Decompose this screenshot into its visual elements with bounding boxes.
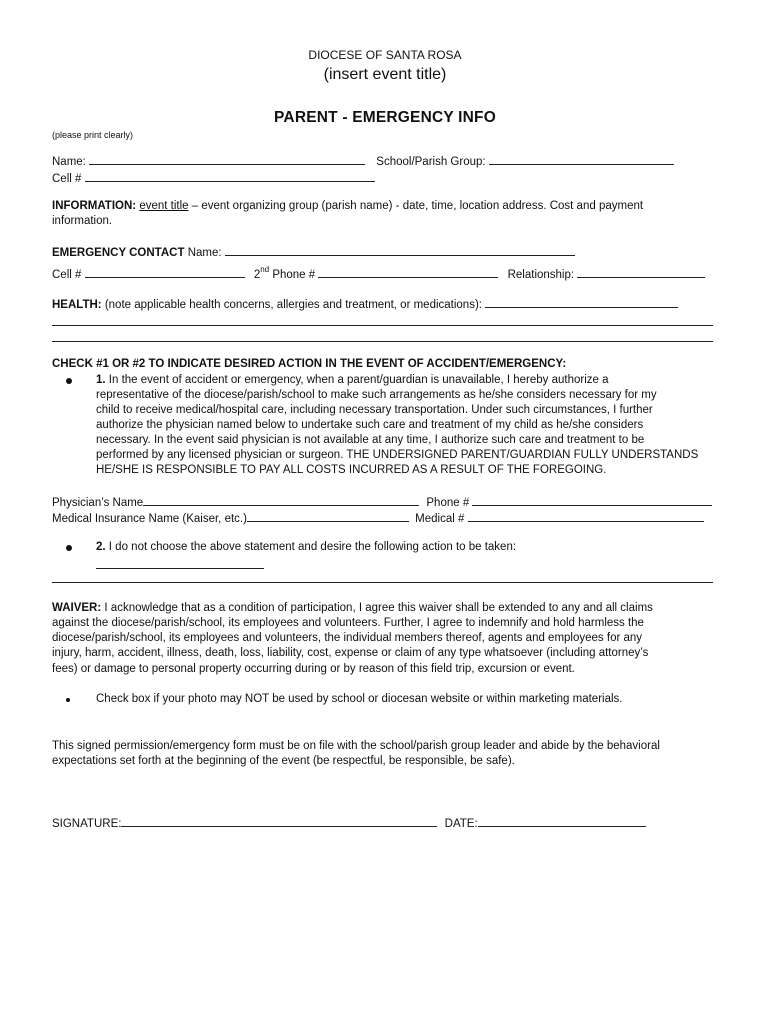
- waiver-line-3: diocese/parish/school, its employees and volunteers, the individual members thereof, agents and employees for any: [52, 632, 643, 644]
- waiver-line-1: [52, 601, 653, 616]
- option-1-number: 1.: [96, 374, 106, 386]
- footer-note-line-1: This signed permission/emergency form must be on file with the school/parish group leader and abide by the behavioral: [52, 740, 660, 752]
- option-2-action-field[interactable]: [96, 568, 264, 569]
- cell-row: [52, 170, 375, 187]
- emergency-contact-label: EMERGENCY CONTACT: [52, 247, 185, 259]
- physician-phone-field[interactable]: [472, 494, 712, 506]
- health-field[interactable]: [485, 296, 678, 308]
- date-label: DATE:: [444, 818, 478, 830]
- health-line-2[interactable]: [52, 325, 713, 326]
- insurance-label: Medical Insurance Name (Kaiser, etc.): [52, 513, 247, 525]
- emergency-phone-label: Phone #: [272, 269, 316, 281]
- name-label: Name:: [52, 156, 86, 168]
- physician-label: Physician’s Name: [52, 497, 144, 509]
- option-2-text: I do not choose the above statement and desire the following action to be taken:: [108, 541, 517, 553]
- cell-label: Cell #: [52, 173, 82, 185]
- physician-phone-label: Phone #: [426, 497, 470, 509]
- option-1-line-1: [96, 373, 609, 388]
- option-2-number: 2.: [96, 541, 106, 553]
- emergency-cell-field[interactable]: [85, 266, 245, 278]
- emergency-name-field[interactable]: [225, 244, 575, 256]
- signature-field[interactable]: [121, 815, 437, 827]
- date-field[interactable]: [478, 815, 646, 827]
- signature-row: [52, 815, 646, 832]
- signature-label: SIGNATURE:: [52, 818, 122, 830]
- insurance-field[interactable]: [247, 510, 409, 522]
- information-text-2: information.: [52, 215, 113, 227]
- option-1-line-5: necessary. In the event said physician is not available at any time, I authorize such care and treatment to be: [96, 434, 645, 446]
- information-line: [52, 199, 643, 214]
- physician-field[interactable]: [143, 494, 419, 506]
- waiver-line-2: against the diocese/parish/school, its employees and volunteers. Further, I agree to indemnify and hold harmless the: [52, 617, 644, 629]
- diocese-name: DIOCESE OF SANTA ROSA: [308, 48, 462, 62]
- print-clearly-note: (please print clearly): [52, 130, 134, 140]
- option-1-line-7: HE/SHE IS RESPONSIBLE TO PAY ALL COSTS INCURRED AS A RESULT OF THE FOREGOING.: [96, 464, 607, 476]
- health-label: HEALTH:: [52, 299, 102, 311]
- cell-field[interactable]: [85, 170, 375, 182]
- option-2-bullet[interactable]: [66, 545, 72, 551]
- health-line-3[interactable]: [52, 341, 713, 342]
- option-1-bullet[interactable]: [66, 378, 72, 384]
- check-heading: CHECK #1 OR #2 TO INDICATE DESIRED ACTION IN THE EVENT OF ACCIDENT/EMERGENCY:: [52, 358, 567, 370]
- waiver-line-4: injury, harm, accident, illness, death, loss, liability, cost, expense or claim of any type whatsoever (including attorney’s: [52, 647, 649, 659]
- name-field[interactable]: [89, 153, 365, 165]
- emergency-name-label: Name:: [187, 247, 222, 259]
- emergency-contact-row: [52, 244, 575, 261]
- event-title-placeholder: (insert event title): [323, 66, 447, 83]
- option-2-line: [96, 540, 516, 555]
- footer-note-line-2: expectations set forth at the beginning of the event (be respectful, be responsible, be safe).: [52, 755, 515, 767]
- photo-consent-text: Check box if your photo may NOT be used by school or diocesan website or within marketing materials.: [96, 693, 623, 705]
- form-title: PARENT - EMERGENCY INFO: [274, 109, 496, 126]
- information-label: INFORMATION:: [52, 200, 137, 212]
- medical-number-label: Medical #: [415, 513, 465, 525]
- option-1-line-3: child to receive medical/hospital care, including necessary transportation. Under such circumstances, I further: [96, 404, 653, 416]
- photo-checkbox[interactable]: [66, 698, 70, 702]
- health-text: (note applicable health concerns, allergies and treatment, or medications):: [104, 299, 482, 311]
- health-row: [52, 296, 678, 313]
- relationship-field[interactable]: [577, 266, 705, 278]
- emergency-cell-label: Cell #: [52, 269, 82, 281]
- name-row: [52, 153, 674, 170]
- group-field[interactable]: [489, 153, 674, 165]
- emergency-phone-field[interactable]: [318, 266, 498, 278]
- option-1-line-2: representative of the diocese/parish/school to make such arrangements as he/she considers necessary for my: [96, 389, 657, 401]
- emergency-phone-row: [52, 266, 705, 283]
- option-1-line-4: authorize the physician named below to undertake such care and treatment of my child as he/she considers: [96, 419, 644, 431]
- medical-number-field[interactable]: [468, 510, 704, 522]
- information-text: – event organizing group (parish name) - date, time, location address. Cost and payment: [191, 200, 644, 212]
- second-phone-number: 2: [253, 269, 261, 281]
- option-1-line-6: performed by any licensed physician or surgeon. THE UNDERSIGNED PARENT/GUARDIAN FULLY UNDERSTANDS: [96, 449, 699, 461]
- waiver-text-1: I acknowledge that as a condition of participation, I agree this waiver shall be extended to any and all claims: [104, 602, 653, 614]
- option-2-action-line-2[interactable]: [52, 582, 713, 583]
- information-event-title: event title: [139, 200, 189, 212]
- relationship-label: Relationship:: [507, 269, 575, 281]
- insurance-row: [52, 510, 704, 527]
- physician-row: [52, 494, 712, 511]
- waiver-label: WAIVER:: [52, 602, 102, 614]
- second-phone-sup: nd: [260, 265, 270, 274]
- group-label: School/Parish Group:: [376, 156, 486, 168]
- option-1-text-1: In the event of accident or emergency, when a parent/guardian is unavailable, I hereby authorize a: [108, 374, 609, 386]
- waiver-line-5: fees) or damage to personal property occurring during or by reason of this field trip, excursion or event.: [52, 663, 575, 675]
